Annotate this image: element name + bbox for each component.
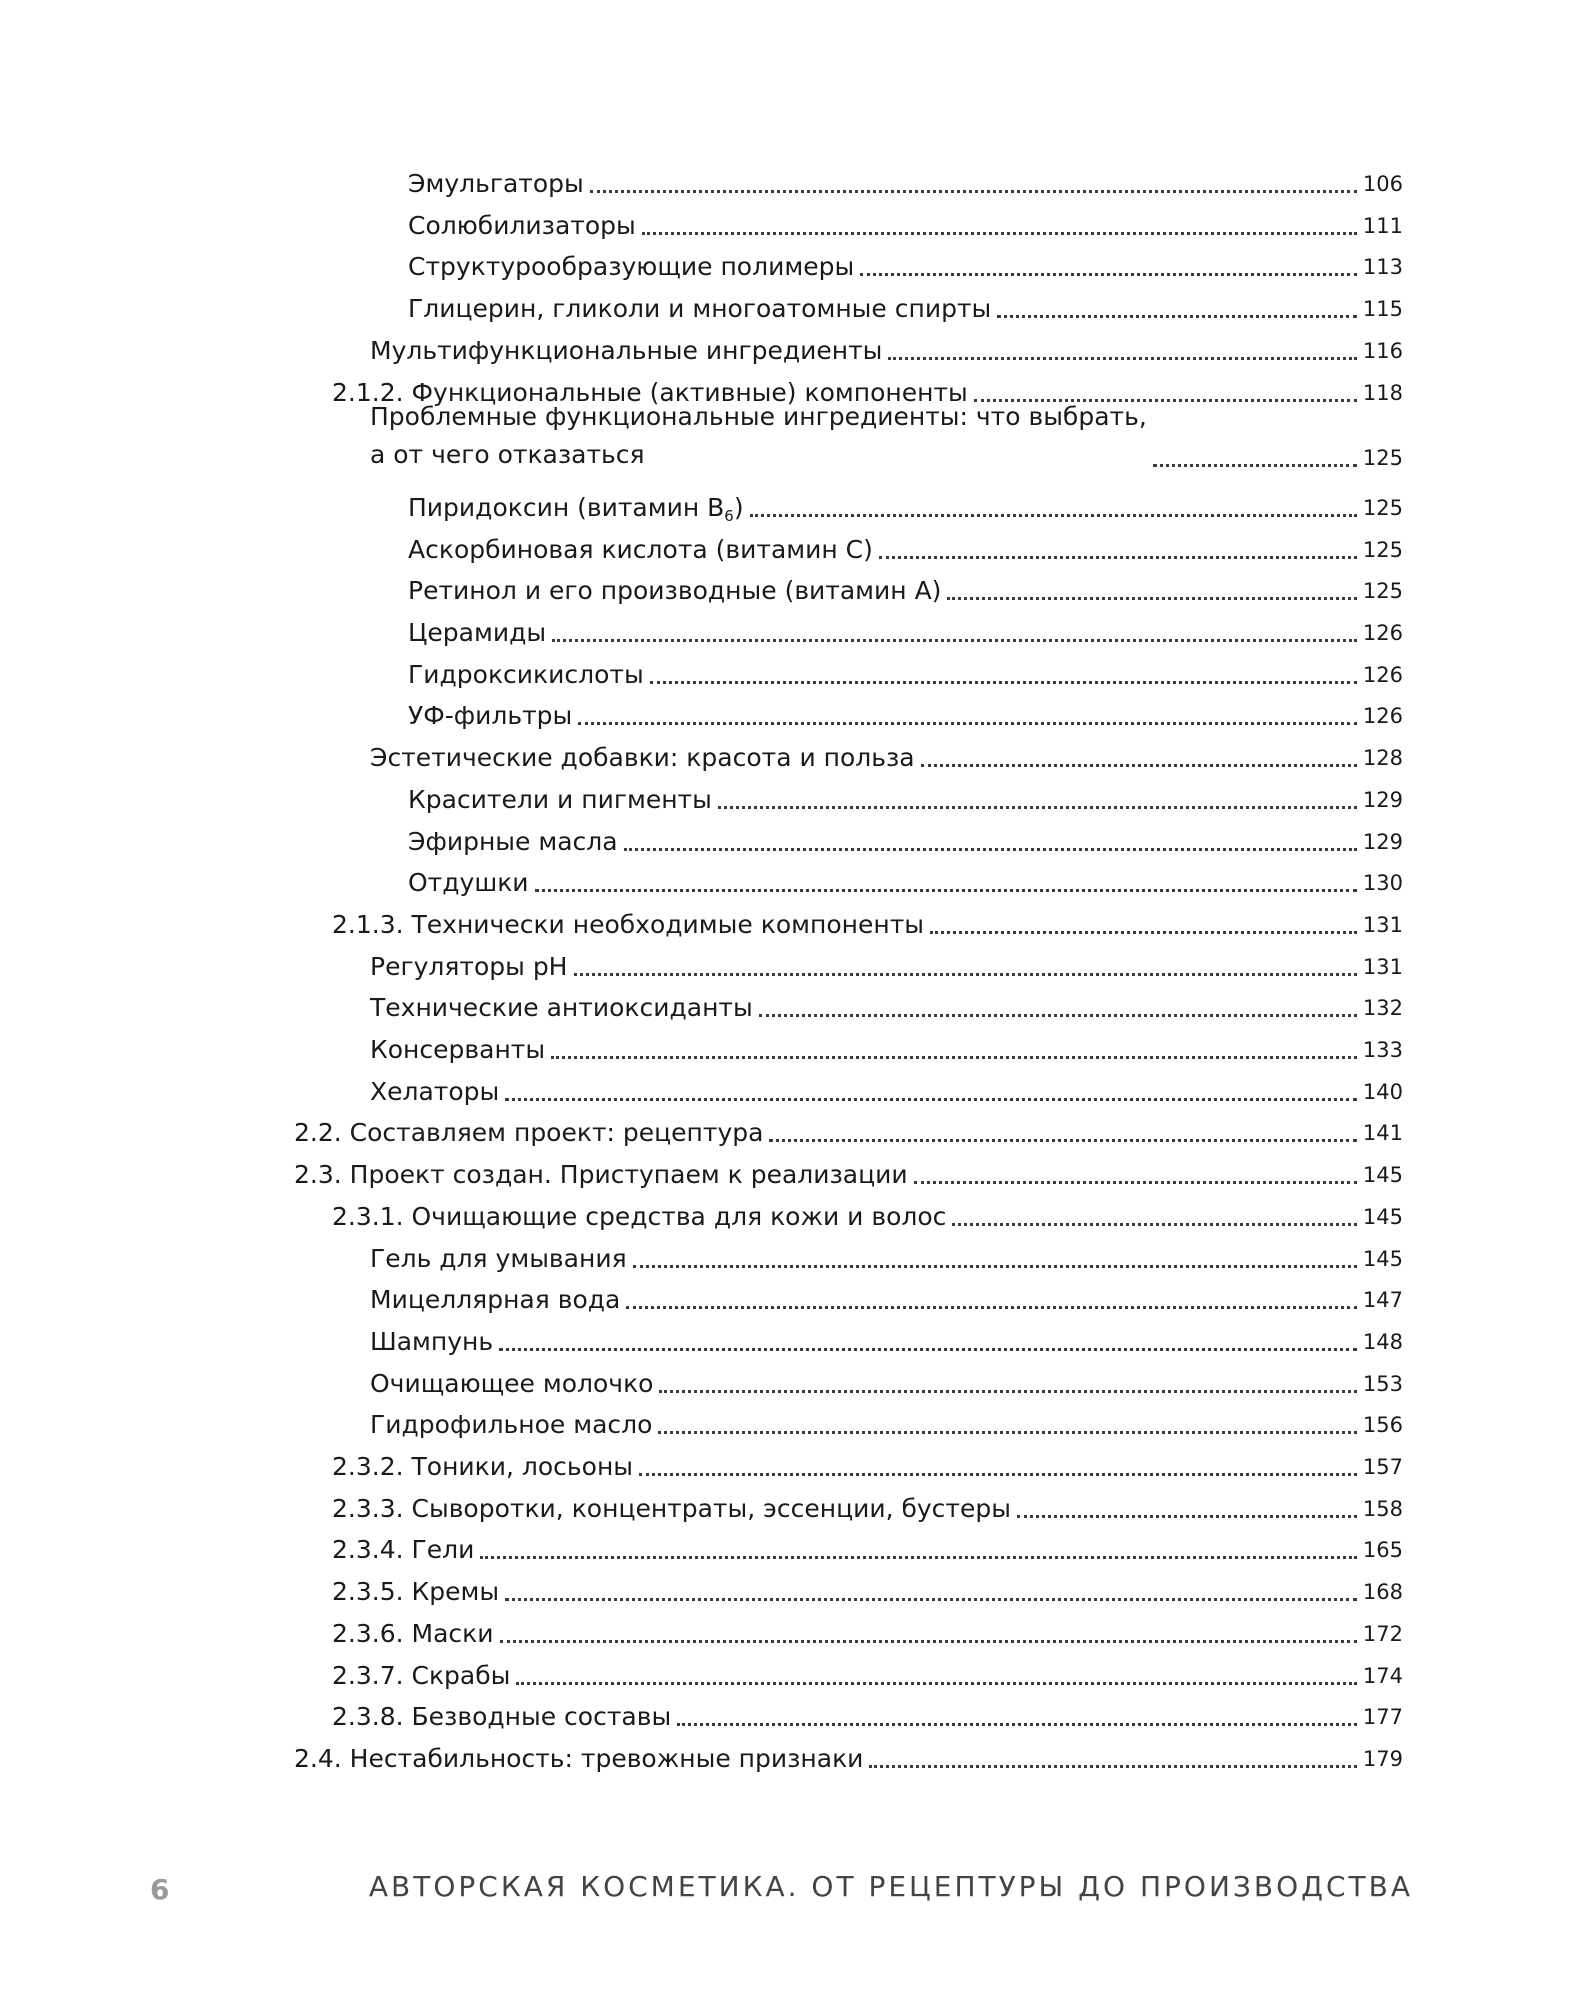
toc-entry-page: 132 <box>1362 996 1403 1021</box>
toc-entry-title-text: 2.3.6. Маски <box>332 1618 494 1648</box>
toc-entry-page: 177 <box>1362 1705 1403 1730</box>
toc-entry-title-text: 2.1.2. Функциональные (активные) компоненты <box>332 377 968 407</box>
toc-entry <box>332 1493 1403 1525</box>
dot-leader <box>952 1223 1356 1226</box>
toc-entry-page: 126 <box>1362 621 1403 645</box>
toc-entry-page: 128 <box>1362 746 1403 771</box>
toc-entry-title-text: Консерванты <box>370 1035 546 1064</box>
toc-entry <box>370 1243 1403 1275</box>
toc-entry <box>370 335 1403 367</box>
toc-entry-page: 106 <box>1362 172 1403 196</box>
toc-entry-title <box>408 575 941 607</box>
toc-entry-subscript: 6 <box>724 506 734 525</box>
toc-entry-title-text: 2.2. Составляем проект: рецептура <box>294 1118 764 1148</box>
dot-leader <box>642 232 1357 235</box>
toc-entry-page: 111 <box>1362 213 1403 238</box>
dot-leader <box>914 1181 1357 1184</box>
toc-entry-title <box>370 1243 627 1275</box>
dot-leader <box>718 806 1357 809</box>
toc-entry-title-text: Технические антиоксиданты <box>370 993 753 1023</box>
toc-entry <box>408 251 1403 283</box>
toc-entry <box>370 398 1403 474</box>
toc-entry-title-text: Регуляторы pH <box>370 951 568 981</box>
dot-leader <box>639 1473 1357 1476</box>
toc-entry-page: 165 <box>1362 1538 1403 1563</box>
toc-entry-page: 140 <box>1362 1079 1403 1104</box>
toc-entry-title <box>370 951 568 983</box>
toc-entry <box>408 867 1403 899</box>
toc-entry-title-text: Отдушки <box>408 868 529 898</box>
toc-entry-title <box>294 1743 863 1775</box>
toc-entry-title-text: 2.3.8. Безводные составы <box>332 1702 672 1732</box>
dot-leader <box>869 1765 1356 1768</box>
toc-entry-title <box>370 1076 499 1108</box>
toc-entry <box>370 1326 1403 1358</box>
toc-entry-page: 141 <box>1362 1121 1403 1146</box>
toc-entry-title <box>408 700 572 732</box>
toc-entry-title <box>408 617 546 649</box>
toc-entry <box>332 909 1403 941</box>
dot-leader <box>574 973 1357 976</box>
toc-entry-title-text: Церамиды <box>408 618 547 647</box>
toc-entry-title-text: Пиридоксин (витамин B <box>408 492 725 522</box>
toc-entry <box>408 492 1403 524</box>
dot-leader <box>769 1139 1356 1142</box>
toc-entry-title-text: Солюбилизаторы <box>408 210 636 240</box>
toc-entry-page: 125 <box>1362 579 1403 604</box>
toc-entry-title <box>332 1534 474 1566</box>
toc-entry-title-text: Шампунь <box>370 1326 494 1356</box>
dot-leader <box>505 1598 1357 1601</box>
toc-entry-title-line1: Проблемные функциональные ингредиенты: что выбрать, <box>370 402 1147 432</box>
toc-entry-page: 118 <box>1362 380 1403 405</box>
toc-entry-page: 129 <box>1362 787 1403 812</box>
toc-entry-title <box>294 1117 763 1149</box>
toc-entry-page: 125 <box>1362 495 1403 520</box>
toc-entry-title <box>332 1201 946 1233</box>
toc-entry-title-text: Эстетические добавки: красота и польза <box>370 743 915 773</box>
dot-leader <box>590 190 1357 193</box>
toc-entry-page: 125 <box>1362 446 1403 471</box>
toc-entry <box>332 1618 1403 1650</box>
toc-entry-page: 133 <box>1362 1038 1403 1062</box>
toc-entry-title <box>332 1451 633 1483</box>
toc-entry-title <box>332 1701 671 1733</box>
toc-entry-title <box>370 1326 493 1358</box>
dot-leader <box>499 1348 1357 1351</box>
toc-entry <box>408 293 1403 325</box>
toc-entry-page: 129 <box>1362 829 1403 854</box>
toc-entry-title <box>408 784 712 816</box>
dot-leader <box>505 1098 1357 1101</box>
toc-entry-title-text: Мицеллярная вода <box>370 1285 621 1315</box>
toc-entry-title-text: Структурообразующие полимеры <box>408 252 855 282</box>
toc-entry-title-text: а от чего отказаться <box>370 440 645 470</box>
toc-entry-title-text: Аскорбиновая кислота (витамин C) <box>408 534 873 564</box>
dot-leader <box>921 764 1357 767</box>
toc-entry-title <box>408 293 991 325</box>
dot-leader <box>888 357 1357 360</box>
toc-entry <box>408 700 1403 732</box>
dot-leader <box>860 273 1357 276</box>
toc-entry-page: 115 <box>1362 297 1403 322</box>
toc-entry-page: 131 <box>1362 912 1403 937</box>
dot-leader <box>480 1556 1357 1559</box>
toc-entry-title <box>370 1409 652 1441</box>
toc-entry-title <box>332 1660 510 1692</box>
toc-entry-title-text: 2.3. Проект создан. Приступаем к реализации <box>294 1160 908 1190</box>
toc-entry-title <box>370 1284 620 1316</box>
toc-entry-page: 153 <box>1362 1371 1403 1396</box>
dot-leader <box>1017 1515 1357 1518</box>
dot-leader <box>659 1390 1356 1393</box>
toc-entry <box>408 784 1403 816</box>
toc-entry <box>332 1701 1403 1733</box>
toc-entry-page: 126 <box>1362 662 1403 687</box>
toc-entry-page: 145 <box>1362 1163 1403 1188</box>
toc-entry <box>408 534 1403 566</box>
dot-leader <box>650 681 1357 684</box>
toc-entry <box>332 1576 1403 1608</box>
dot-leader <box>500 1640 1357 1643</box>
toc-entry <box>294 1117 1403 1149</box>
toc-entry-title <box>370 335 882 367</box>
toc-entry-page: 168 <box>1362 1580 1403 1605</box>
toc-entry-title-text: Эмульгаторы <box>408 169 584 198</box>
dot-leader <box>1153 464 1357 467</box>
toc-entry <box>332 1534 1403 1566</box>
toc-entry-title <box>408 826 618 858</box>
dot-leader <box>626 1306 1357 1309</box>
toc-entry-title <box>408 251 854 283</box>
page-number: 6 <box>150 1873 170 1906</box>
toc-entry-title <box>408 492 744 524</box>
toc-entry-title-text: УФ-фильтры <box>408 701 573 731</box>
toc-entry-page: 116 <box>1362 338 1403 363</box>
dot-leader <box>516 1682 1357 1685</box>
toc-entry-title-text: Красители и пигменты <box>408 784 712 814</box>
toc-entry <box>408 659 1403 691</box>
dot-leader <box>677 1723 1357 1726</box>
dot-leader <box>997 315 1357 318</box>
toc-entry <box>332 1660 1403 1692</box>
toc-entry <box>370 951 1403 983</box>
toc-entry <box>370 992 1403 1024</box>
toc-entry-title-text: 2.3.5. Кремы <box>332 1577 500 1607</box>
toc-entry-title <box>294 1159 908 1191</box>
toc-entry-title <box>370 992 753 1024</box>
toc-entry-title-text: 2.4. Нестабильность: тревожные признаки <box>294 1743 864 1773</box>
toc-entry-page: 125 <box>1362 537 1403 562</box>
toc-entry-title-text: 2.3.4. Гели <box>332 1535 475 1565</box>
toc-entry <box>332 1201 1403 1233</box>
toc-entry <box>294 1743 1403 1775</box>
dot-leader <box>624 848 1357 851</box>
toc-entry-page: 145 <box>1362 1204 1403 1229</box>
toc-entry <box>370 1076 1403 1108</box>
toc-entry <box>370 1368 1403 1400</box>
dot-leader <box>759 1014 1357 1017</box>
toc-entry-page: 179 <box>1362 1746 1403 1771</box>
toc-entry <box>408 575 1403 607</box>
toc-entry <box>370 1409 1403 1441</box>
dot-leader <box>535 889 1357 892</box>
toc-entry-title <box>332 1618 494 1650</box>
toc-entry <box>408 168 1403 200</box>
toc-entry-title-text: 2.3.7. Скрабы <box>332 1660 511 1690</box>
toc-entry-page: 145 <box>1362 1246 1403 1271</box>
toc-entry-page: 158 <box>1362 1496 1403 1521</box>
toc-entry-page: 172 <box>1362 1621 1403 1646</box>
toc-entry-title-text: Хелаторы <box>370 1076 500 1106</box>
toc-entry-title-text: 2.3.2. Тоники, лосьоны <box>332 1452 634 1481</box>
toc-entry-page: 147 <box>1362 1288 1403 1313</box>
toc-entry-title <box>332 909 924 941</box>
toc-entry-page: 131 <box>1362 954 1403 979</box>
toc-entry-title-text: 2.1.3. Технически необходимые компоненты <box>332 909 924 939</box>
toc-entry-page: 148 <box>1362 1329 1403 1354</box>
toc-entry-title-text: 2.3.3. Сыворотки, концентраты, эссенции, бустеры <box>332 1493 1011 1523</box>
toc-entry-title-text: Гидроксикислоты <box>408 659 644 689</box>
toc-entry <box>370 1284 1403 1316</box>
dot-leader <box>750 514 1357 517</box>
dot-leader <box>552 639 1357 642</box>
toc-entry-page: 113 <box>1362 255 1403 280</box>
toc-entry-title <box>332 1576 499 1608</box>
toc-entry-title-text: Эфирные масла <box>408 826 618 856</box>
running-footer-title: АВТОРСКАЯ КОСМЕТИКА. ОТ РЕЦЕПТУРЫ ДО ПРОИЗВОДСТВА <box>368 1870 1413 1903</box>
dot-leader <box>633 1265 1357 1268</box>
toc-entry-title <box>408 168 584 200</box>
toc-entry-title-suffix: ) <box>733 492 744 522</box>
toc-entry-title <box>370 398 1147 474</box>
toc-entry <box>370 742 1403 774</box>
toc-entry-title <box>332 1493 1011 1525</box>
dot-leader <box>658 1431 1356 1434</box>
toc-entry <box>294 1159 1403 1191</box>
dot-leader <box>578 722 1357 725</box>
toc-entry-page: 156 <box>1362 1413 1403 1438</box>
toc-entry-title <box>408 659 644 691</box>
toc-entry-title <box>408 867 529 899</box>
toc-entry-page: 130 <box>1362 871 1403 896</box>
toc-entry-page: 157 <box>1362 1455 1403 1479</box>
toc-entry <box>408 617 1403 649</box>
dot-leader <box>930 931 1357 934</box>
toc-entry <box>332 1451 1403 1483</box>
toc-entry-title-text: Гидрофильное масло <box>370 1410 653 1440</box>
dot-leader <box>551 1056 1357 1059</box>
toc-entry-title <box>408 534 873 566</box>
dot-leader <box>879 556 1357 559</box>
toc-entry-page: 126 <box>1362 704 1403 729</box>
toc-entry-title-text: Гель для умывания <box>370 1243 627 1273</box>
toc-entry-page: 174 <box>1362 1663 1403 1688</box>
dot-leader <box>947 597 1356 600</box>
toc-entry-title <box>370 1034 545 1066</box>
toc-entry-title-text: Ретинол и его производные (витамин A) <box>408 576 942 606</box>
toc-entry <box>408 826 1403 858</box>
toc-entry-title-text: Очищающее молочко <box>370 1368 654 1398</box>
toc-entry-title <box>370 1368 653 1400</box>
toc-entry <box>370 1034 1403 1066</box>
toc-entry-title <box>408 210 636 242</box>
toc-entry-title-text: 2.3.1. Очищающие средства для кожи и волос <box>332 1201 947 1231</box>
toc-entry <box>408 210 1403 242</box>
toc-entry-title-text: Глицерин, гликоли и многоатомные спирты <box>408 294 992 324</box>
toc-entry-title <box>370 742 915 774</box>
toc-entry-title-text: Мультифункциональные ингредиенты <box>370 335 883 365</box>
